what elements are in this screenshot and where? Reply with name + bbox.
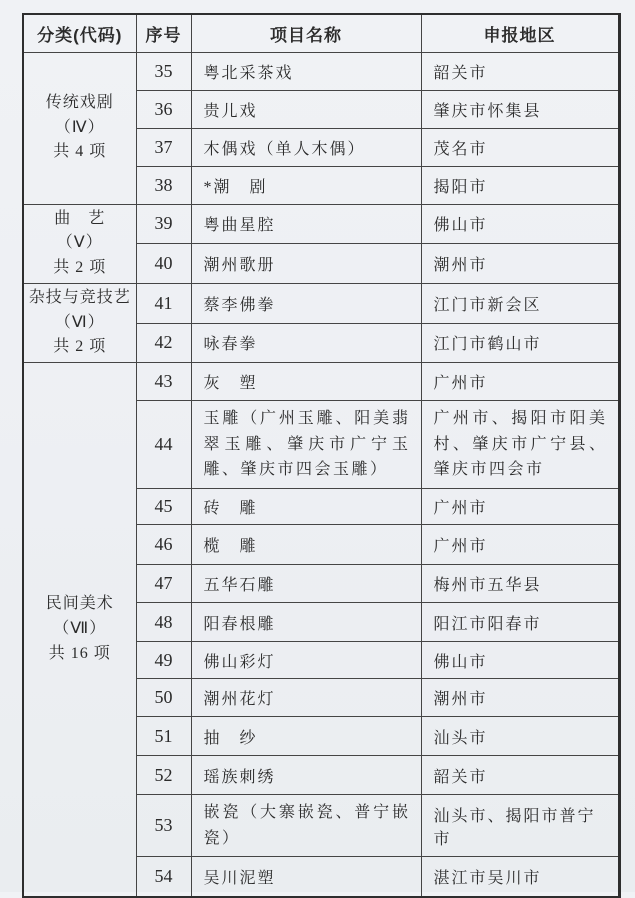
region: 佛山市 — [421, 642, 619, 679]
region: 梅州市五华县 — [421, 565, 619, 603]
heritage-items-table — [22, 13, 621, 898]
row-no: 39 — [136, 204, 191, 244]
item-name: 阳春根雕 — [191, 603, 421, 642]
category-code: （Ⅵ） — [54, 313, 105, 331]
header-category: 分类(代码) — [23, 14, 136, 52]
region: 广州市 — [421, 363, 619, 401]
row-no: 52 — [136, 756, 191, 795]
item-name: 粤北采茶戏 — [191, 52, 421, 90]
item-name: 蔡李佛拳 — [191, 283, 421, 323]
item-name: 咏春拳 — [191, 323, 421, 363]
region: 阳江市阳春市 — [421, 603, 619, 642]
region: 汕头市 — [421, 717, 619, 756]
row-no: 35 — [136, 52, 191, 90]
row-no: 40 — [136, 244, 191, 284]
item-name: 抽 纱 — [191, 717, 421, 756]
header-region: 申报地区 — [421, 14, 619, 52]
category-name: 民间美术 — [45, 595, 114, 613]
category-code: （Ⅶ） — [53, 620, 107, 638]
region: 广州市 — [421, 525, 619, 565]
category-cell-acrobatics — [23, 283, 136, 362]
table-row — [23, 283, 619, 323]
row-no: 50 — [136, 679, 191, 717]
row-no: 54 — [136, 857, 191, 897]
table-row — [23, 52, 619, 90]
region: 肇庆市怀集县 — [421, 90, 619, 128]
row-no: 45 — [136, 489, 191, 525]
row-no: 47 — [136, 565, 191, 603]
region: 茂名市 — [421, 128, 619, 166]
item-name: 木偶戏（单人木偶） — [191, 128, 421, 166]
category-count: 共 16 项 — [48, 644, 111, 662]
item-name: 潮州歌册 — [191, 244, 421, 284]
row-no: 43 — [136, 363, 191, 401]
region: 江门市鹤山市 — [421, 323, 619, 363]
row-no: 38 — [136, 166, 191, 204]
header-item-name: 项目名称 — [191, 14, 421, 52]
row-no: 51 — [136, 717, 191, 756]
row-no: 41 — [136, 283, 191, 323]
region: 韶关市 — [421, 756, 619, 795]
category-cell-folk-art — [23, 363, 136, 897]
item-name: 贵儿戏 — [191, 90, 421, 128]
category-count: 共 4 项 — [53, 143, 107, 161]
category-name: 传统戏剧 — [45, 93, 114, 111]
item-name: 潮州花灯 — [191, 679, 421, 717]
row-no: 46 — [136, 525, 191, 565]
row-no: 44 — [136, 401, 191, 489]
item-name: *潮 剧 — [191, 166, 421, 204]
item-name: 嵌瓷（大寨嵌瓷、普宁嵌瓷） — [191, 795, 421, 857]
item-name: 佛山彩灯 — [191, 642, 421, 679]
item-name: 玉雕（广州玉雕、阳美翡翠玉雕、肇庆市广宁玉雕、肇庆市四会玉雕） — [191, 401, 421, 489]
category-cell-quyi — [23, 204, 136, 283]
category-count: 共 2 项 — [53, 338, 107, 356]
region: 湛江市吴川市 — [421, 857, 619, 897]
category-count: 共 2 项 — [53, 259, 107, 277]
category-cell-traditional-opera — [23, 52, 136, 204]
region: 韶关市 — [421, 52, 619, 90]
row-no: 48 — [136, 603, 191, 642]
region: 广州市、揭阳市阳美村、肇庆市广宁县、肇庆市四会市 — [421, 401, 619, 489]
item-name: 砖 雕 — [191, 489, 421, 525]
item-name: 粤曲星腔 — [191, 204, 421, 244]
row-no: 36 — [136, 90, 191, 128]
category-name: 曲 艺 — [54, 209, 106, 227]
region: 佛山市 — [421, 204, 619, 244]
region: 潮州市 — [421, 244, 619, 284]
item-name: 五华石雕 — [191, 565, 421, 603]
header-no: 序号 — [136, 14, 191, 52]
category-name: 杂技与竞技艺 — [28, 288, 131, 306]
table-row — [23, 204, 619, 244]
region: 潮州市 — [421, 679, 619, 717]
item-name: 榄 雕 — [191, 525, 421, 565]
table-row — [23, 363, 619, 401]
region: 广州市 — [421, 489, 619, 525]
row-no: 37 — [136, 128, 191, 166]
row-no: 49 — [136, 642, 191, 679]
item-name: 吴川泥塑 — [191, 857, 421, 897]
item-name: 灰 塑 — [191, 363, 421, 401]
row-no: 53 — [136, 795, 191, 857]
region: 江门市新会区 — [421, 283, 619, 323]
region: 汕头市、揭阳市普宁市 — [421, 795, 619, 857]
region: 揭阳市 — [421, 166, 619, 204]
item-name: 瑶族刺绣 — [191, 756, 421, 795]
table-header-row — [23, 14, 619, 52]
category-code: （Ⅴ） — [56, 234, 103, 252]
row-no: 42 — [136, 323, 191, 363]
category-code: （Ⅳ） — [54, 118, 105, 136]
